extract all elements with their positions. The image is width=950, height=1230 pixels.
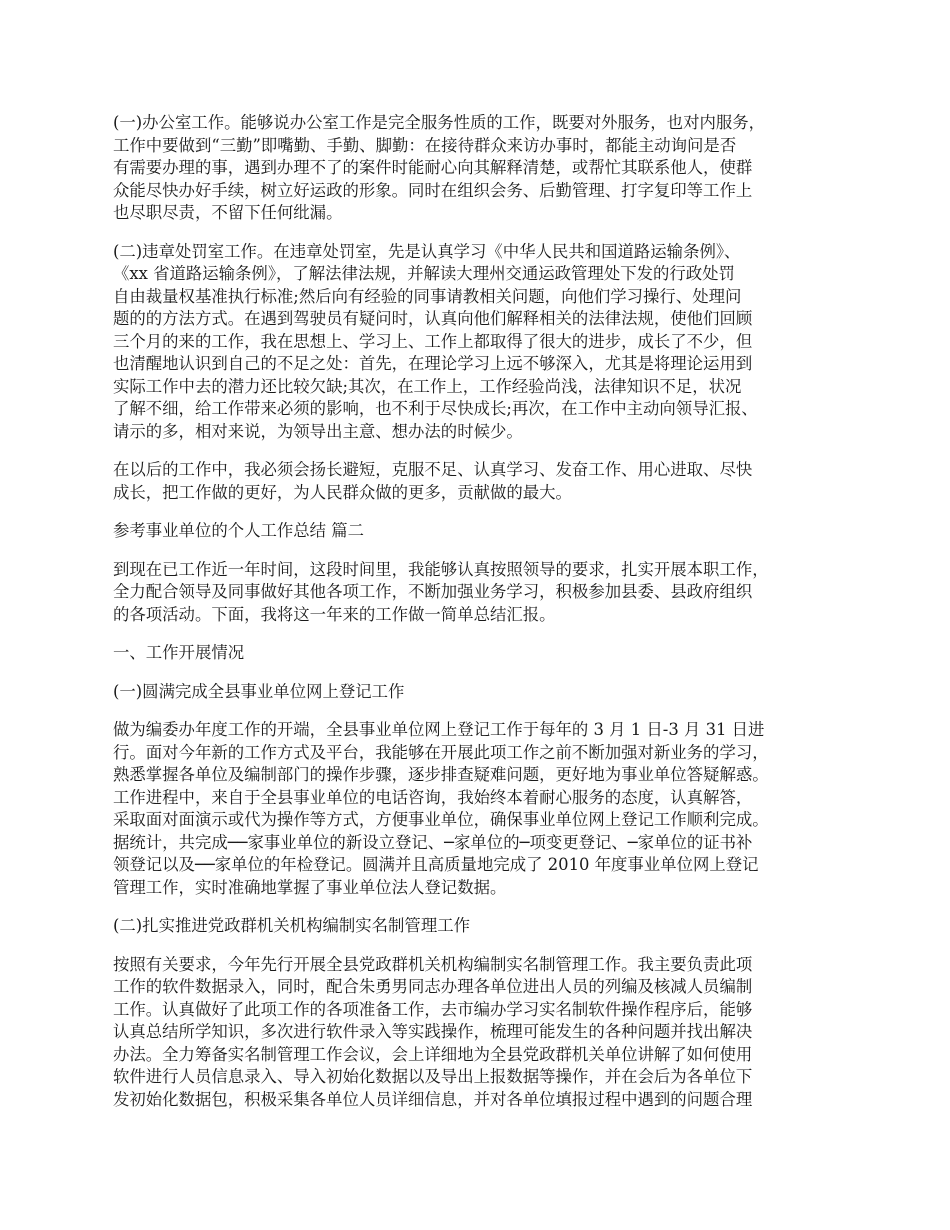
paragraph	[113, 915, 853, 938]
paragraph	[113, 719, 853, 899]
paragraph	[113, 520, 853, 543]
paragraph	[113, 112, 853, 225]
text-line: 有需要办理的事，遇到办理不了的案件时能耐心向其解释清楚，或帮忙其联系他人，使群	[113, 158, 753, 177]
text-line: 工作进程中，来自于全县事业单位的电话咨询，我始终本着耐心服务的态度，认真解答，	[113, 787, 753, 807]
text-line: 认真总结所学知识，多次进行软件录入等实践操作，梳理可能发生的各种问题并找出解决	[113, 1022, 753, 1041]
text-line: 工作中要做到“三勤”即嘴勤、手勤、脚勤：在接待群众来访办事时，都能主动询问是否	[113, 135, 737, 155]
text-line: (二)违章处罚室工作。在违章处罚室，先是认真学习《中华人民共和国道路运输条例》、	[113, 241, 741, 261]
paragraph	[113, 954, 853, 1112]
text-line: 做为编委办年度工作的开端，全县事业单位网上登记工作于每年的 3 月 1 日-3 月 31 日进	[113, 720, 765, 739]
text-line: 题的的方法方式。在遇到驾驶员有疑问时，认真向他们解释相关的法律法规，使他们回顾	[113, 309, 753, 328]
text-line: 管理工作，实时准确地掌握了事业单位法人登记数据。	[113, 877, 507, 897]
text-line: 《xx 省道路运输条例》，了解法律法规，并解读大理州交通运政管理处下发的行政处罚	[113, 264, 735, 283]
text-line: 领登记以及──家单位的年检登记。圆满并且高质量地完成了 2010 年度事业单位网上登记	[113, 855, 759, 874]
text-line: 熟悉掌握各单位及编制部门的操作步骤，逐步排查疑难问题，更好地为事业单位答疑解惑。	[113, 765, 769, 784]
text-line: 办法。全力筹备实名制管理工作会议，会上详细地为全县党政群机关单位讲解了如何使用	[113, 1044, 753, 1064]
text-line: 软件进行人员信息录入、导入初始化数据以及导出上报数据等操作，并在会后为各单位下	[113, 1067, 753, 1086]
text-line: 在以后的工作中，我必须会扬长避短，克服不足、认真学习、发奋工作、用心进取、尽快	[113, 460, 753, 479]
text-line: 到现在已工作近一年时间，这段时间里，我能够认真按照领导的要求，扎实开展本职工作，	[113, 559, 769, 579]
text-line: 据统计，共完成──家事业单位的新设立登记、─家单位的─项变更登记、─家单位的证书补	[113, 832, 753, 852]
text-line: 工作。认真做好了此项工作的各项准备工作，去市编办学习实名制软件操作程序后，能够	[113, 999, 753, 1019]
text-line: 成长，把工作做的更好，为人民群众做的更多，贡献做的最大。	[113, 482, 572, 502]
text-line: 请示的多，相对来说，为领导出主意、想办法的时候少。	[113, 421, 523, 441]
text-line: (一)圆满完成全县事业单位网上登记工作	[113, 681, 405, 701]
text-line: 自由裁量权基准执行标准;然后向有经验的同事请教相关问题，向他们学习操行、处理问	[113, 286, 742, 306]
paragraph	[113, 459, 853, 504]
text-line: (一)办公室工作。能够说办公室工作是完全服务性质的工作，既要对外服务，也对内服务，	[113, 113, 766, 132]
text-line: 众能尽快办好手续，树立好运政的形象。同时在组织会务、后勤管理、打字复印等工作上	[113, 180, 753, 200]
text-line: 采取面对面演示或代为操作等方式，方便事业单位，确保事业单位网上登记工作顺利完成。	[113, 810, 769, 829]
text-line: 全力配合领导及同事做好其他各项工作，不断加强业务学习，积极参加县委、县政府组织	[113, 582, 753, 601]
text-line: 了解不细，给工作带来必须的影响，也不利于尽快成长;再次，在工作中主动向领导汇报、	[113, 399, 758, 418]
paragraph	[113, 241, 853, 444]
text-line: 三个月的来的工作，我在思想上、学习上、工作上都取得了很大的进步，成长了不少，但	[113, 331, 753, 351]
text-line: 实际工作中去的潜力还比较欠缺;其次，在工作上，工作经验尚浅，法律知识不足，状况	[113, 376, 742, 396]
text-line: 也尽职尽责，不留下任何纰漏。	[113, 203, 343, 222]
paragraph	[113, 559, 853, 627]
document-body	[113, 112, 853, 1127]
text-line: 也清醒地认识到自己的不足之处：首先，在理论学习上远不够深入，尤其是将理论运用到	[113, 354, 753, 373]
text-line: 工作的软件数据录入，同时，配合朱勇男同志办理各单位进出人员的列编及核减人员编制	[113, 977, 753, 996]
text-line: 参考事业单位的个人工作总结 篇二	[113, 521, 365, 540]
text-line: 的各项活动。下面，我将这一年来的工作做一简单总结汇报。	[113, 604, 556, 624]
paragraph	[113, 681, 853, 704]
text-line: 按照有关要求，今年先行开展全县党政群机关机构编制实名制管理工作。我主要负责此项	[113, 954, 753, 974]
text-line: 行。面对今年新的工作方式及平台，我能够在开展此项工作之前不断加强对新业务的学习，	[113, 742, 769, 762]
text-line: 发初始化数据包，积极采集各单位人员详细信息，并对各单位填报过程中遇到的问题合理	[113, 1089, 753, 1109]
text-line: (二)扎实推进党政群机关机构编制实名制管理工作	[113, 916, 470, 935]
paragraph	[113, 642, 853, 665]
text-line: 一、工作开展情况	[113, 643, 245, 662]
